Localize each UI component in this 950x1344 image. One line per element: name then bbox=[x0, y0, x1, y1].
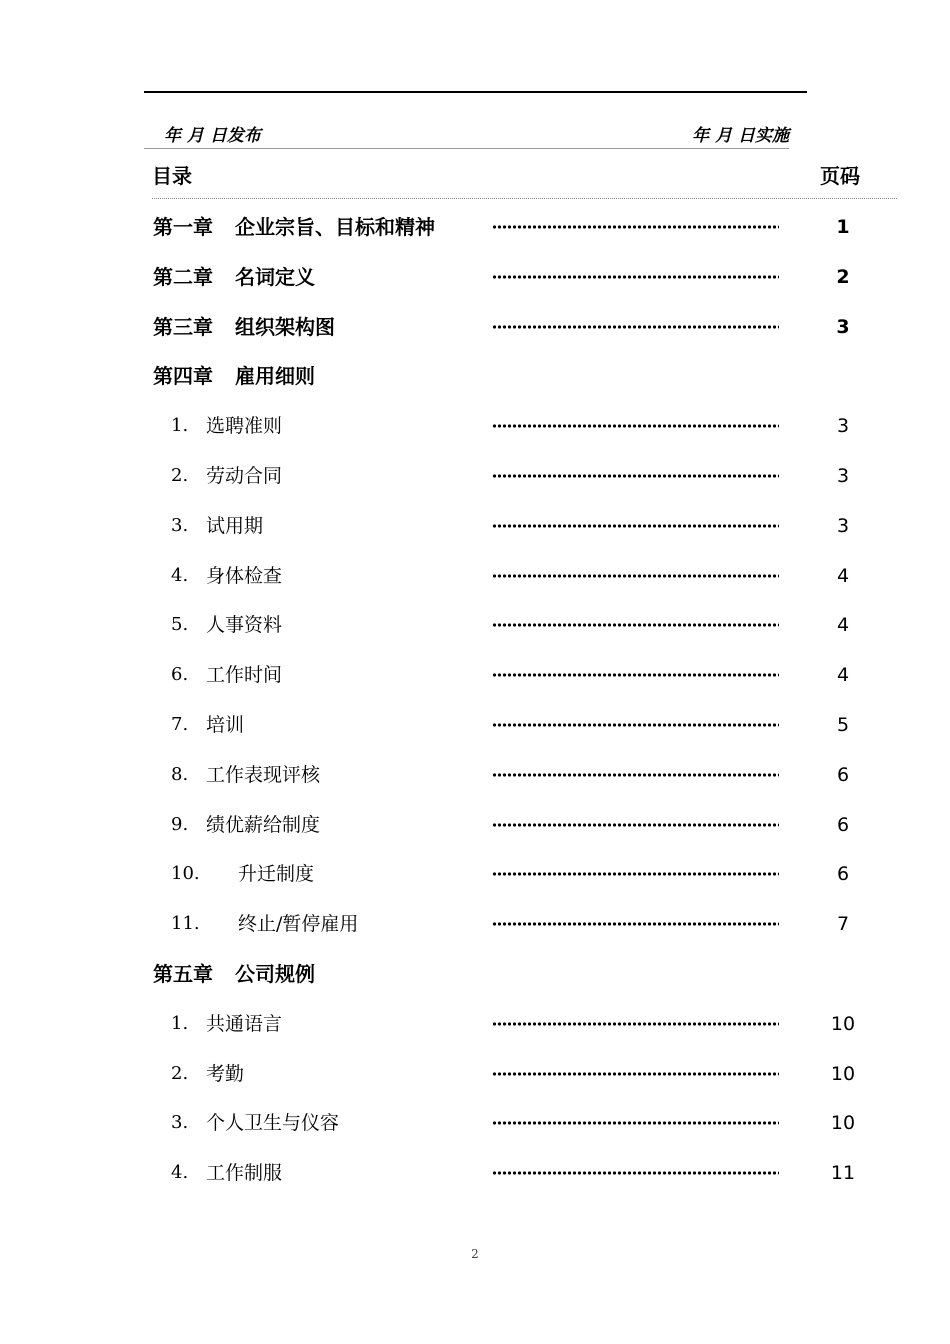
dot-leader bbox=[492, 1121, 779, 1125]
section-title: 工作制服 bbox=[206, 1162, 283, 1184]
chapter-name: 企业宗旨、目标和精神 bbox=[235, 215, 435, 239]
dot-leader bbox=[492, 474, 779, 478]
toc-page-number: 7 bbox=[836, 913, 850, 935]
dot-leader bbox=[492, 673, 779, 677]
dot-leader bbox=[492, 823, 779, 827]
toc-page-number: 4 bbox=[836, 565, 850, 587]
chapter-title bbox=[153, 959, 315, 989]
toc-page-number: 10 bbox=[830, 1063, 856, 1085]
section-number: 1. bbox=[171, 415, 189, 436]
toc-chapter-entry[interactable] bbox=[0, 212, 950, 242]
toc-page-number: 10 bbox=[830, 1013, 856, 1035]
implement-date: 年 月 日实施 bbox=[692, 126, 789, 146]
toc-section-entry[interactable] bbox=[0, 1108, 950, 1138]
toc-section-entry[interactable] bbox=[0, 810, 950, 840]
toc-chapter-entry[interactable] bbox=[0, 312, 950, 342]
toc-page-number: 2 bbox=[836, 266, 850, 288]
chapter-number: 第五章 bbox=[153, 962, 213, 986]
chapter-title bbox=[153, 361, 315, 391]
toc-section-entry[interactable] bbox=[0, 760, 950, 790]
chapter-number: 第三章 bbox=[153, 315, 213, 339]
toc-section-entry[interactable] bbox=[0, 1059, 950, 1089]
section-number: 4. bbox=[171, 565, 189, 586]
section-number: 2. bbox=[171, 1063, 189, 1084]
section-number: 10. bbox=[171, 863, 200, 884]
dot-leader bbox=[492, 623, 779, 627]
toc-page-number: 3 bbox=[836, 465, 850, 487]
dot-leader bbox=[492, 872, 779, 876]
toc-page-number: 6 bbox=[836, 764, 850, 786]
dot-leader bbox=[492, 325, 779, 329]
toc-page-number: 3 bbox=[836, 316, 850, 338]
dot-leader bbox=[492, 424, 779, 428]
toc-section-entry[interactable] bbox=[0, 610, 950, 640]
toc-page-number: 4 bbox=[836, 614, 850, 636]
date-row bbox=[144, 124, 789, 149]
chapter-title bbox=[153, 262, 315, 292]
section-number: 7. bbox=[171, 714, 189, 735]
toc-section-entry[interactable] bbox=[0, 859, 950, 889]
section-title: 共通语言 bbox=[206, 1013, 283, 1035]
publish-date: 年 月 日发布 bbox=[164, 126, 261, 146]
section-number: 9. bbox=[171, 814, 189, 835]
section-title: 试用期 bbox=[206, 515, 264, 537]
section-number: 3. bbox=[171, 515, 189, 536]
toc-page-column-title: 页码 bbox=[820, 164, 860, 188]
dot-leader bbox=[492, 723, 779, 727]
toc-page-number: 6 bbox=[836, 814, 850, 836]
dot-leader bbox=[492, 922, 779, 926]
toc-page-number: 10 bbox=[830, 1112, 856, 1134]
toc-section-entry[interactable] bbox=[0, 1158, 950, 1188]
section-title: 人事资料 bbox=[206, 614, 283, 636]
section-title: 工作表现评核 bbox=[206, 764, 321, 786]
dot-leader bbox=[492, 1072, 779, 1076]
section-number: 3. bbox=[171, 1112, 189, 1133]
toc-section-entry[interactable] bbox=[0, 561, 950, 591]
toc-section-entry[interactable] bbox=[0, 710, 950, 740]
toc-chapter-entry[interactable] bbox=[0, 361, 950, 391]
header-rule bbox=[144, 91, 807, 93]
section-title: 选聘准则 bbox=[206, 415, 283, 437]
toc-section-entry[interactable] bbox=[0, 909, 950, 939]
chapter-name: 组织架构图 bbox=[235, 315, 335, 339]
section-number: 2. bbox=[171, 465, 189, 486]
toc-section-entry[interactable] bbox=[0, 660, 950, 690]
chapter-name: 雇用细则 bbox=[235, 364, 315, 388]
toc-header bbox=[152, 160, 897, 199]
toc-page-number: 6 bbox=[836, 863, 850, 885]
toc-section-entry[interactable] bbox=[0, 511, 950, 541]
dot-leader bbox=[492, 275, 779, 279]
toc-section-entry[interactable] bbox=[0, 461, 950, 491]
dot-leader bbox=[492, 1171, 779, 1175]
toc-page-number: 5 bbox=[836, 714, 850, 736]
toc-page-number: 4 bbox=[836, 664, 850, 686]
section-title: 考勤 bbox=[206, 1063, 245, 1085]
chapter-title bbox=[153, 312, 335, 342]
dot-leader bbox=[492, 524, 779, 528]
section-number: 8. bbox=[171, 764, 189, 785]
section-title: 绩优薪给制度 bbox=[206, 814, 321, 836]
chapter-number: 第二章 bbox=[153, 265, 213, 289]
toc-page-number: 3 bbox=[836, 515, 850, 537]
toc-section-entry[interactable] bbox=[0, 411, 950, 441]
toc-section-entry[interactable] bbox=[0, 1009, 950, 1039]
section-number: 11. bbox=[171, 913, 200, 934]
dot-leader bbox=[492, 225, 779, 229]
toc-page-number: 1 bbox=[836, 216, 850, 238]
toc-chapter-entry[interactable] bbox=[0, 959, 950, 989]
chapter-name: 公司规例 bbox=[235, 962, 315, 986]
section-title: 身体检查 bbox=[206, 565, 283, 587]
section-number: 6. bbox=[171, 664, 189, 685]
section-number: 4. bbox=[171, 1162, 189, 1183]
dot-leader bbox=[492, 574, 779, 578]
section-number: 1. bbox=[171, 1013, 189, 1034]
chapter-name: 名词定义 bbox=[235, 265, 315, 289]
chapter-title bbox=[153, 212, 435, 242]
section-title: 升迁制度 bbox=[238, 863, 315, 885]
toc-page-number: 11 bbox=[830, 1162, 856, 1184]
section-title: 终止/暂停雇用 bbox=[238, 913, 359, 935]
chapter-number: 第四章 bbox=[153, 364, 213, 388]
chapter-number: 第一章 bbox=[153, 215, 213, 239]
section-title: 工作时间 bbox=[206, 664, 283, 686]
section-title: 个人卫生与仪容 bbox=[206, 1112, 340, 1134]
section-number: 5. bbox=[171, 614, 189, 635]
dot-leader bbox=[492, 1022, 779, 1026]
toc-chapter-entry[interactable] bbox=[0, 262, 950, 292]
toc-title: 目录 bbox=[152, 164, 192, 188]
page-number: 2 bbox=[471, 1247, 479, 1261]
dot-leader bbox=[492, 773, 779, 777]
toc-page-number: 3 bbox=[836, 415, 850, 437]
section-title: 培训 bbox=[206, 714, 245, 736]
section-title: 劳动合同 bbox=[206, 465, 283, 487]
